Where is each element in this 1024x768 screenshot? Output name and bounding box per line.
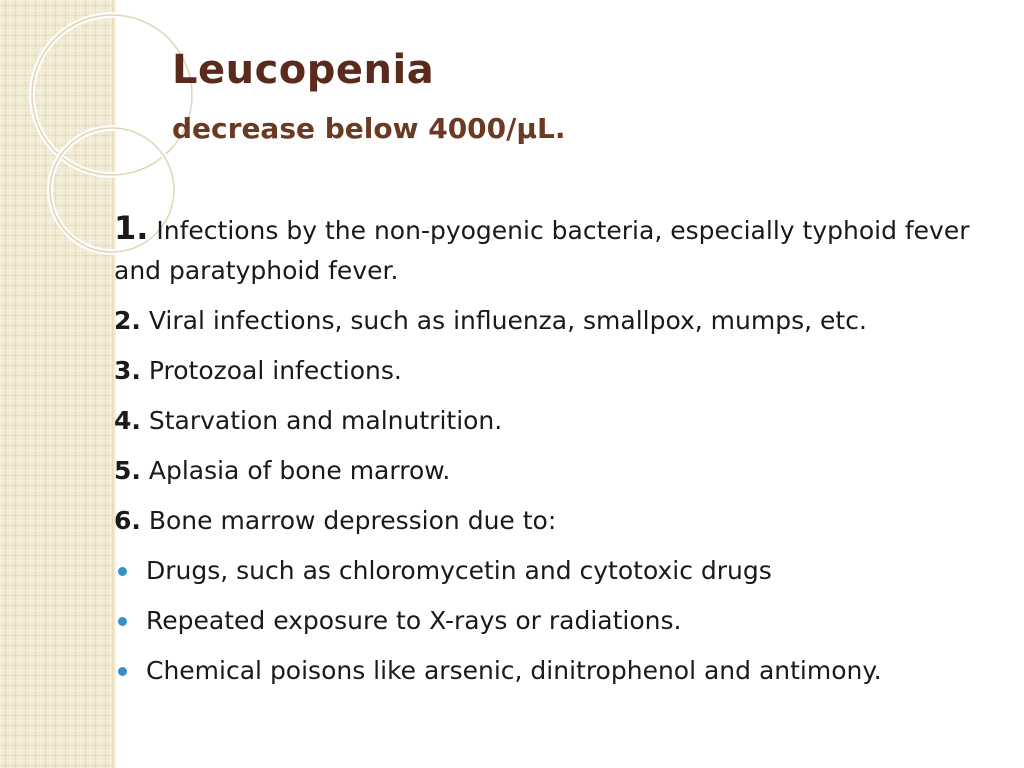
item-number: 2. [114,306,141,335]
bullet-item [114,601,974,641]
item-text: Aplasia of bone marrow. [140,456,451,485]
bullet-dot-icon [118,617,127,626]
item-text: Bone marrow depression due to: [140,506,557,535]
item-number: 6. [114,506,141,535]
bullet-text: Drugs, such as chloromycetin and cytotoxic drugs [146,556,772,585]
item-number: 3. [114,356,141,385]
item-number: 1. [114,209,149,247]
slide-subtitle: decrease below 4000/µL. [172,112,566,145]
item-number: 4. [114,406,141,435]
list-item [114,351,974,391]
bullet-dot-icon [118,567,127,576]
bullet-item [114,651,974,691]
item-number: 5. [114,456,141,485]
item-text: Infections by the non-pyogenic bacteria, especially typhoid fever and paratyphoid fever. [114,216,970,285]
bullet-text: Chemical poisons like arsenic, dinitrophenol and antimony. [146,656,882,685]
bullet-dot-icon [118,667,127,676]
list-item [114,401,974,441]
bullet-text: Repeated exposure to X-rays or radiations. [146,606,682,635]
bullet-item [114,551,974,591]
list-item [114,451,974,491]
item-text: Starvation and malnutrition. [140,406,503,435]
item-text: Protozoal infections. [140,356,402,385]
slide-title: Leucopenia [172,47,435,93]
list-item [114,208,974,291]
list-item [114,501,974,541]
content-list [114,208,974,701]
item-text: Viral infections, such as influenza, smallpox, mumps, etc. [140,306,867,335]
list-item [114,301,974,341]
